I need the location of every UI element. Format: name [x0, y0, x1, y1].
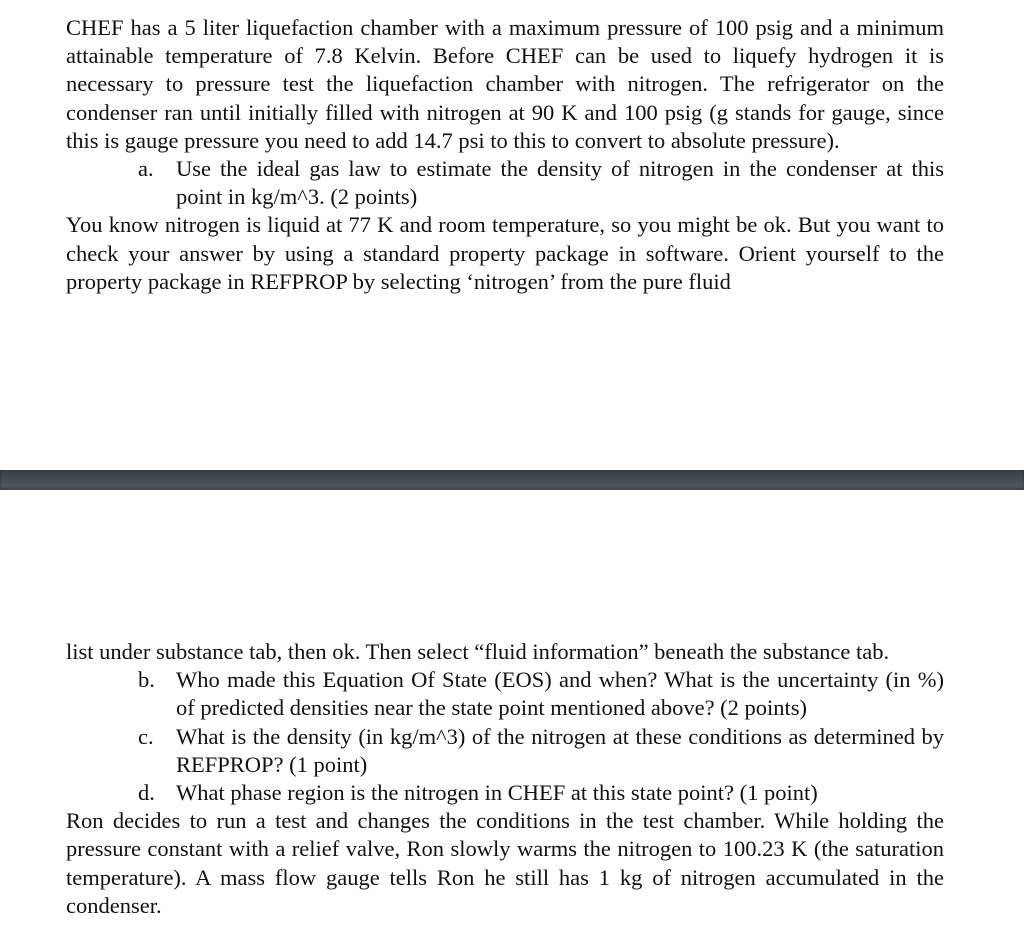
question-b-text: Who made this Equation Of State (EOS) and when? What is the uncertainty (in %) of predicted densities near the state point mentioned above? (2 points)	[176, 667, 944, 721]
ron-test-paragraph: Ron decides to run a test and changes the conditions in the test chamber. While holding the pressure constant with a relief valve, Ron slowly warms the nitrogen to 100.23 K (the saturation temperature). A mass flow gauge tells Ron he still has 1 kg of nitrogen accumulated in the condenser.	[66, 808, 944, 918]
question-a	[66, 155, 944, 211]
question-d-text: What phase region is the nitrogen in CHEF at this state point? (1 point)	[176, 780, 818, 806]
refprop-paragraph: You know nitrogen is liquid at 77 K and room temperature, so you might be ok. But you want to check your answer by using a standard property package in software. Orient yourself to the property package in REFPROP by selecting ‘nitrogen’ from the pure fluid	[66, 212, 944, 294]
question-a-marker: a.	[138, 156, 154, 182]
intro-paragraph: CHEF has a 5 liter liquefaction chamber with a maximum pressure of 100 psig and a minimum attainable temperature of 7.8 Kelvin. Before CHEF can be used to liquefy hydrogen it is necessary to pressure test the liquefaction chamber with nitrogen. The refrigerator on the condenser ran until initially filled with nitrogen at 90 K and 100 psig (g stands for gauge, since this is gauge pressure you need to add 14.7 psi to this to convert to absolute pressure).	[66, 15, 944, 153]
continuation-paragraph: list under substance tab, then ok. Then select “fluid information” beneath the substance tab.	[66, 639, 890, 664]
page-2-text	[66, 638, 944, 920]
question-a-text: Use the ideal gas law to estimate the density of nitrogen in the condenser at this point in kg/m^3. (2 points)	[176, 156, 944, 210]
question-c-marker: c.	[138, 723, 154, 749]
question-d	[66, 779, 944, 807]
question-b-marker: b.	[138, 667, 155, 693]
question-c	[66, 723, 944, 779]
page-break-divider	[0, 470, 1024, 490]
page-1-text	[66, 14, 944, 296]
question-b	[66, 666, 944, 722]
question-d-marker: d.	[138, 780, 155, 806]
question-c-text: What is the density (in kg/m^3) of the nitrogen at these conditions as determined by REFPROP? (1 point)	[176, 723, 944, 777]
